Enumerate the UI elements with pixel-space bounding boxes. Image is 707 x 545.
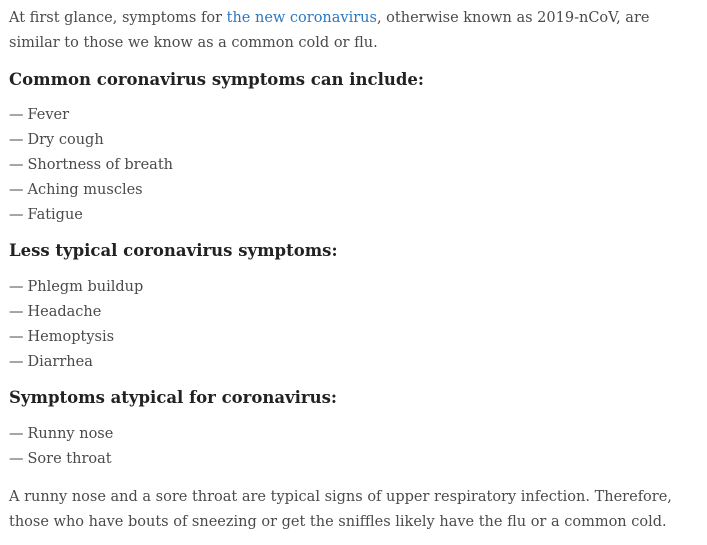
- new-coronavirus-link[interactable]: the new coronavirus: [226, 10, 377, 26]
- atypical-symptoms-heading: Symptoms atypical for coronavirus:: [9, 388, 337, 407]
- list-item: — Phlegm buildup: [9, 279, 144, 295]
- list-item: — Sore throat: [9, 451, 112, 467]
- list-item: — Fever: [9, 107, 70, 123]
- closing-paragraph: A runny nose and a sore throat are typical signs of upper respiratory infection. Therefore, those who have bouts of sneezing or get the sniffles likely have the flu or a common cold.: [9, 489, 672, 530]
- list-item: — Diarrhea: [9, 354, 93, 370]
- atypical-symptoms-list: [9, 422, 699, 472]
- list-item: — Runny nose: [9, 426, 114, 442]
- common-symptoms-list: [9, 103, 699, 228]
- list-item: — Dry cough: [9, 132, 104, 148]
- list-item: — Hemoptysis: [9, 329, 115, 345]
- common-symptoms-heading: Common coronavirus symptoms can include:: [9, 70, 424, 89]
- list-item: — Shortness of breath: [9, 157, 173, 173]
- list-item: — Aching muscles: [9, 182, 143, 198]
- article-body: [9, 0, 699, 535]
- less-typical-symptoms-list: [9, 275, 699, 375]
- list-item: — Fatigue: [9, 207, 83, 223]
- list-item: — Headache: [9, 304, 102, 320]
- intro-paragraph: At first glance, symptoms for the new coronavirus, otherwise known as 2019-nCoV, are similar to those we know as a common cold or flu.: [9, 10, 650, 51]
- less-typical-symptoms-heading: Less typical coronavirus symptoms:: [9, 241, 338, 260]
